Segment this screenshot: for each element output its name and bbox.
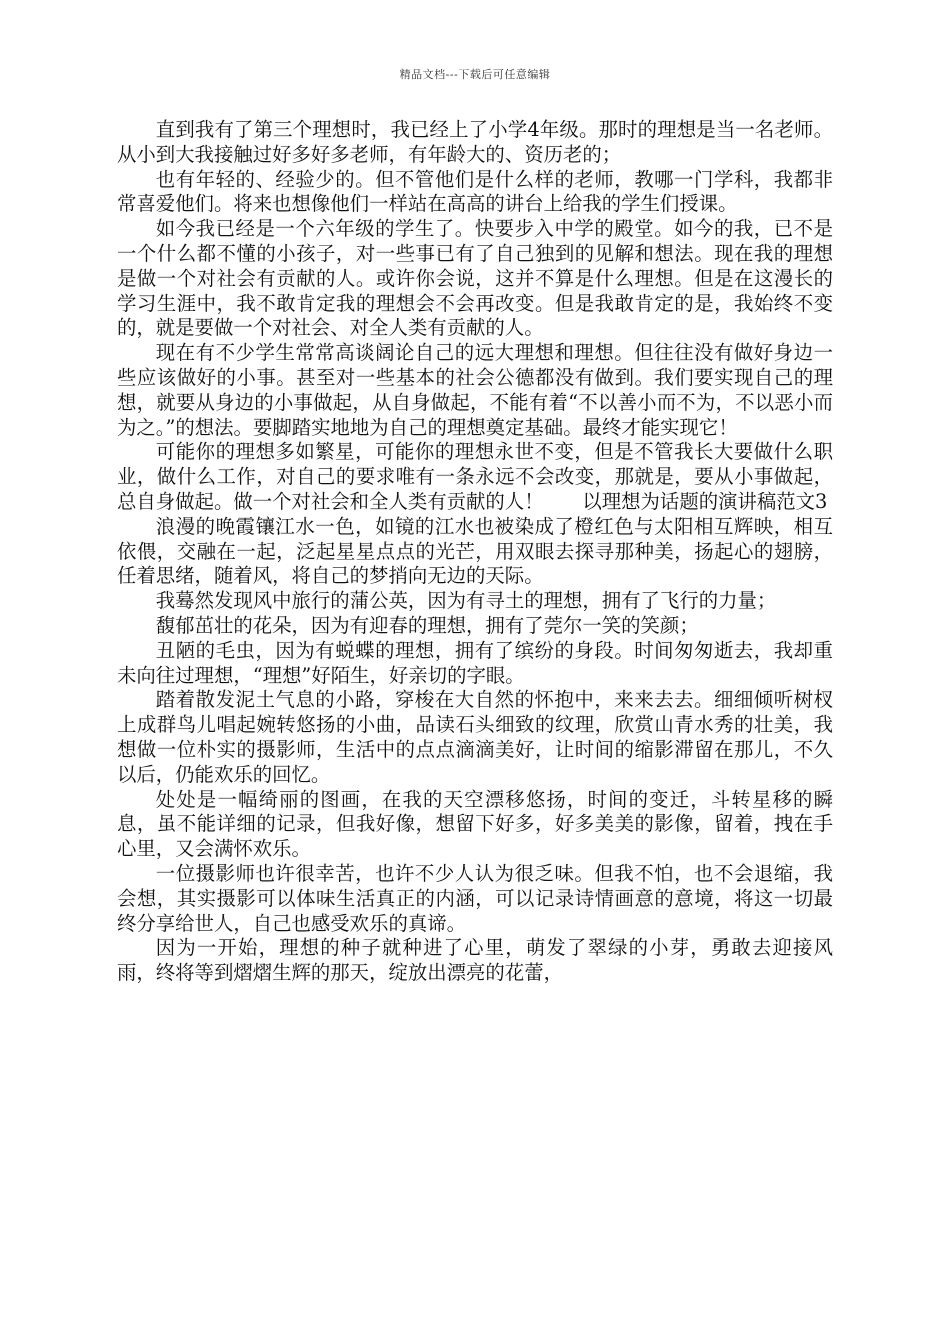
paragraph: 直到我有了第三个理想时，我已经上了小学4年级。那时的理想是当一名老师。从小到大我接触过好多好多老师，有年龄大的、资历老的；: [117, 118, 833, 166]
paragraph: 馥郁茁壮的花朵，因为有迎春的理想，拥有了莞尔一笑的笑颜；: [155, 613, 699, 637]
paragraph: 处处是一幅绮丽的图画，在我的天空漂移悠扬，时间的变迁，斗转星移的瞬息，虽不能详细的记录，但我好像，想留下好多，好多美美的影像，留着，拽在手心里，又会满怀欢乐。: [117, 787, 833, 861]
paragraph: 我蓦然发现风中旅行的蒲公英，因为有寻土的理想，拥有了飞行的力量；: [155, 589, 777, 613]
paragraph: 现在有不少学生常常高谈阔论自己的远大理想和理想。但往往没有做好身边一些应该做好的小事。甚至对一些基本的社会公德都没有做到。我们要实现自己的理想，就要从身边的小事做起，从自身做起，不能有着“不以善小而不为，不以恶小而为之。”的想法。要脚踏实地地为自己的理想奠定基础。最终才能实现它！: [117, 341, 833, 439]
paragraph: 因为一开始，理想的种子就种进了心里，萌发了翠绿的小芽，勇敢去迎接风雨，终将等到熠熠生辉的那天，绽放出漂亮的花蕾，: [117, 936, 833, 985]
document-body: [117, 118, 833, 986]
paragraph: 丑陋的毛虫，因为有蜕蝶的理想，拥有了缤纷的身段。时间匆匆逝去，我却重未向往过理想，“理想”好陌生，好亲切的字眼。: [117, 638, 833, 687]
paragraph: 一位摄影师也许很幸苦，也许不少人认为很乏味。但我不怕，也不会退缩，我会想，其实摄影可以体味生活真正的内涵，可以记录诗情画意的意境，将这一切最终分享给世人，自己也感受欢乐的真谛。: [117, 861, 833, 935]
paragraph: 浪漫的晚霞镶江水一色，如镜的江水也被染成了橙红色与太阳相互辉映，相互依偎，交融在一起，泛起星星点点的光芒，用双眼去探寻那种美，扬起心的翅膀，任着思绪，随着风，将自己的梦捎向无边的天际。: [117, 514, 833, 588]
paragraph: 可能你的理想多如繁星，可能你的理想永世不变，但是不管我长大要做什么职业，做什么工作，对自己的要求唯有一条永远不会改变，那就是，要从小事做起，总自身做起。做一个对社会和全人类有贡献的人！ 以理想为话题的演讲稿范文3: [117, 440, 833, 513]
paragraph: 踏着散发泥土气息的小路，穿梭在大自然的怀抱中，来来去去。细细倾听树杈上成群鸟儿唱起婉转悠扬的小曲，品读石头细致的纹理，欣赏山青水秀的壮美，我想做一位朴实的摄影师，生活中的点点滴滴美好，让时间的缩影滞留在那儿，不久以后，仍能欢乐的回忆。: [117, 688, 833, 786]
paragraph: 也有年轻的、经验少的。但不管他们是什么样的老师，教哪一门学科，我都非常喜爱他们。将来也想像他们一样站在高高的讲台上给我的学生们授课。: [117, 167, 833, 216]
page-header: 精品文档---下载后可任意编辑: [399, 68, 551, 81]
paragraph: 如今我已经是一个六年级的学生了。快要步入中学的殿堂。如今的我，已不是一个什么都不懂的小孩子，对一些事已有了自己独到的见解和想法。现在我的理想是做一个对社会有贡献的人。或许你会说，这并不算是什么理想。但是在这漫长的学习生涯中，我不敢肯定我的理想会不会再改变。但是我敢肯定的是，我始终不变的，就是要做一个对社会、对全人类有贡献的人。: [117, 217, 833, 340]
